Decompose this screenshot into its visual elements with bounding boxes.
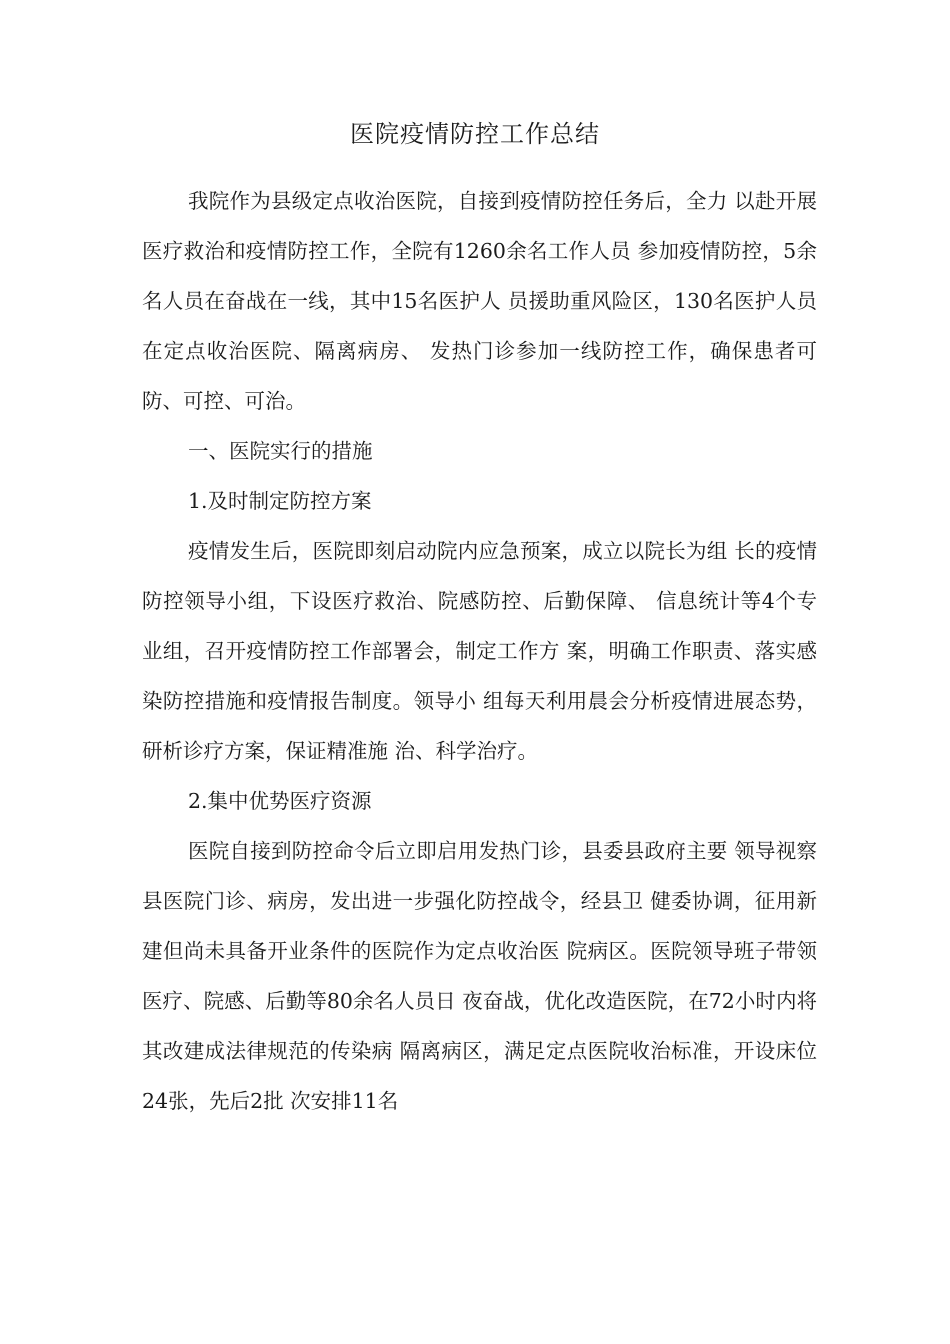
subheading-prevention-plan: 1.及时制定防控方案 bbox=[188, 489, 372, 513]
intro-paragraph: 我院作为县级定点收治医院，自接到疫情防控任务后，全力 以赴开展医疗救治和疫情防控工作，全院有1260余名工作人员 参加疫情防控，5余名人员在奋战在一线，其中15名医护人 员援助重风险区，130名医护人员在定点收治医院、隔离病房、 发热门诊参加一线防控工作，确保患者可防、可控、可治。 bbox=[142, 189, 817, 413]
subheading-medical-resources: 2.集中优势医疗资源 bbox=[188, 789, 372, 813]
document-body bbox=[142, 176, 817, 1126]
medical-resources-paragraph: 医院自接到防控命令后立即启用发热门诊，县委县政府主要 领导视察县医院门诊、病房，发出进一步强化防控战令，经县卫 健委协调，征用新建但尚未具备开业条件的医院作为定点收治医 院病区。医院领导班子带领医疗、院感、后勤等80余名人员日 夜奋战，优化改造医院，在72小时内将其改建成法律规范的传染病 隔离病区，满足定点医院收治标准，开设床位24张，先后2批 次安排11名 bbox=[142, 839, 817, 1113]
prevention-plan-paragraph: 疫情发生后，医院即刻启动院内应急预案，成立以院长为组 长的疫情防控领导小组，下设医疗救治、院感防控、后勤保障、 信息统计等4个专业组，召开疫情防控工作部署会，制定工作方 案，明确工作职责、落实感染防控措施和疫情报告制度。领导小 组每天利用晨会分析疫情进展态势，研析诊疗方案，保证精准施 治、科学治疗。 bbox=[142, 539, 817, 763]
document-title: 医院疫情防控工作总结 bbox=[350, 120, 600, 148]
section-heading-measures: 一、医院实行的措施 bbox=[188, 439, 373, 463]
